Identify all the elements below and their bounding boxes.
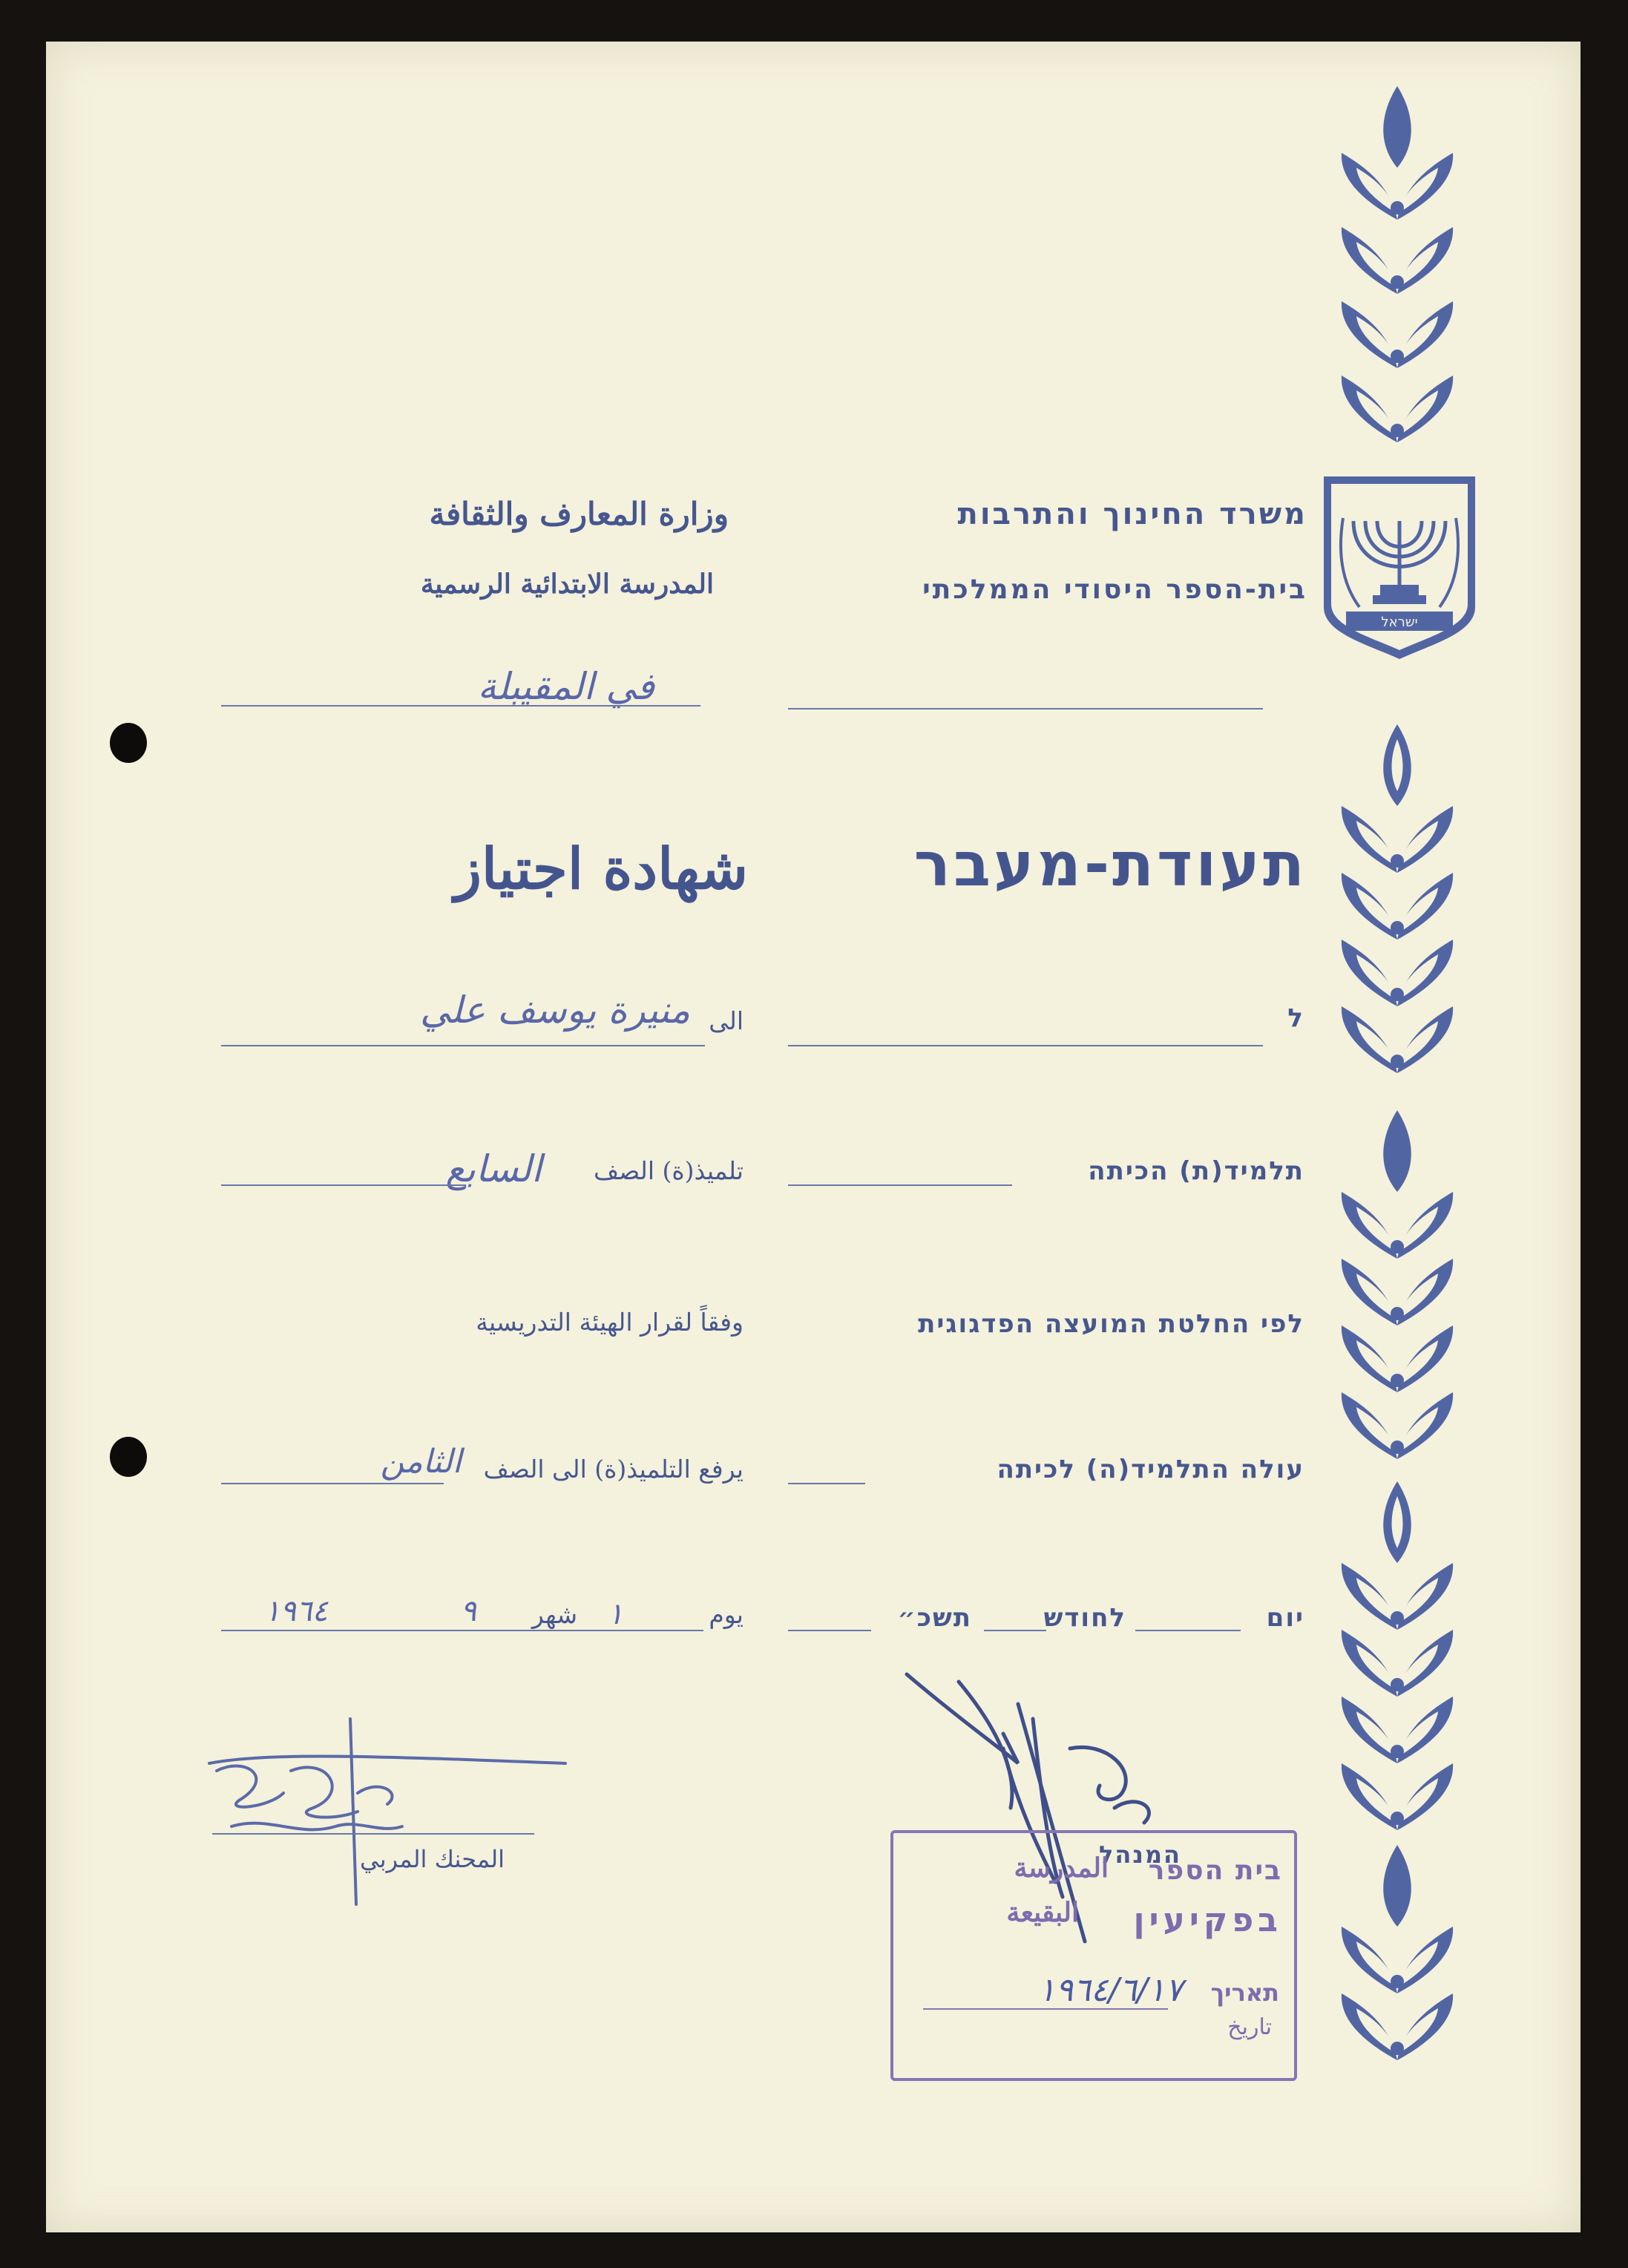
date-month-handwritten: ٩: [460, 1594, 476, 1628]
stamp-date-label-ar: تاريخ: [1227, 2014, 1272, 2040]
class-handwritten: السابع: [445, 1147, 542, 1190]
date-month-label-he: לחודש: [1043, 1603, 1126, 1633]
stamp-line2-ar: البقيعة: [1006, 1897, 1079, 1928]
date-month-label-ar: شهر: [531, 1600, 577, 1629]
promoted-line-ar: [221, 1483, 444, 1484]
certificate-title-ar: شهادة اجتياز: [454, 836, 748, 902]
date-year-handwritten: ١٩٦٤: [264, 1594, 328, 1628]
date-day-label-ar: يوم: [709, 1600, 744, 1629]
date-month-line-he: [984, 1630, 1046, 1631]
decision-label-he: לפי החלטת המועצה הפדגוגית: [918, 1309, 1304, 1339]
pupil-class-label-ar: تلميذ(ة) الصف: [594, 1156, 744, 1185]
school-name-handwritten: في المقيبلة: [477, 665, 654, 708]
school-type-ar: المدرسة الابتدائية الرسمية: [420, 568, 714, 600]
menorah-emblem-icon: [1321, 473, 1478, 661]
date-year-line-he: [788, 1630, 871, 1631]
punch-hole-bottom: [110, 1437, 147, 1477]
promoted-class-handwritten: الثامن: [380, 1443, 462, 1481]
stamp-line2-he: בפקיעין: [1133, 1901, 1282, 1939]
decision-label-ar: وفقاً لقرار الهيئة التدريسية: [476, 1308, 744, 1337]
student-name-handwritten: منيرة يوسف علي: [420, 989, 690, 1032]
stamp-line1-ar: المدرسة: [1014, 1852, 1109, 1884]
ministry-name-he: משרד החינוך והתרבות: [957, 497, 1307, 531]
school-name-line-ar: [221, 705, 700, 707]
date-line-ar: [221, 1630, 703, 1631]
stamp-date-value: ١٩٦٤/٦/١٧: [1037, 1971, 1183, 2009]
supervisor-signature: [180, 1682, 714, 1949]
punch-hole-top: [110, 723, 147, 763]
date-day-label-he: יום: [1266, 1603, 1304, 1633]
stamp-date-label-he: תאריך: [1210, 1979, 1279, 2007]
date-day-handwritten: ١: [607, 1597, 623, 1631]
principal-label-he: המנהל: [1099, 1841, 1181, 1869]
stamp-line1-he: בית הספר: [1148, 1855, 1282, 1886]
to-label-ar: الى: [709, 1006, 744, 1035]
promoted-line-he: [788, 1483, 865, 1484]
to-line-ar: [221, 1045, 705, 1046]
promoted-label-ar: يرفع التلميذ(ة) الى الصف: [483, 1455, 744, 1484]
olive-branch-decoration: [1327, 86, 1468, 2134]
certificate-title-he: תעודת-מעבר: [913, 830, 1307, 900]
school-name-line-he: [788, 708, 1263, 709]
emblem-text: ישראל: [1381, 614, 1418, 630]
supervisor-label-ar: المحنك المربي: [360, 1845, 505, 1873]
to-label-he: ל: [1287, 1003, 1304, 1033]
date-year-label-he: תשכ״: [897, 1603, 972, 1633]
pupil-class-label-he: תלמיד(ת) הכיתה: [1088, 1156, 1304, 1186]
promoted-label-he: עולה התלמיד(ה) לכיתה: [997, 1455, 1304, 1484]
school-stamp: [890, 1830, 1297, 2081]
to-line-he: [788, 1045, 1263, 1046]
stamp-date-line: [923, 2008, 1168, 2010]
pupil-class-line-he: [788, 1184, 1012, 1186]
supervisor-sign-line: [212, 1833, 534, 1835]
school-type-he: בית-הספר היסודי הממלכתי: [922, 574, 1307, 605]
date-day-line-he: [1135, 1630, 1241, 1631]
ministry-name-ar: وزارة المعارف والثقافة: [429, 496, 729, 532]
pupil-class-line-ar: [221, 1184, 466, 1186]
certificate-sheet: [46, 42, 1581, 2232]
state-emblem: [1321, 473, 1478, 661]
